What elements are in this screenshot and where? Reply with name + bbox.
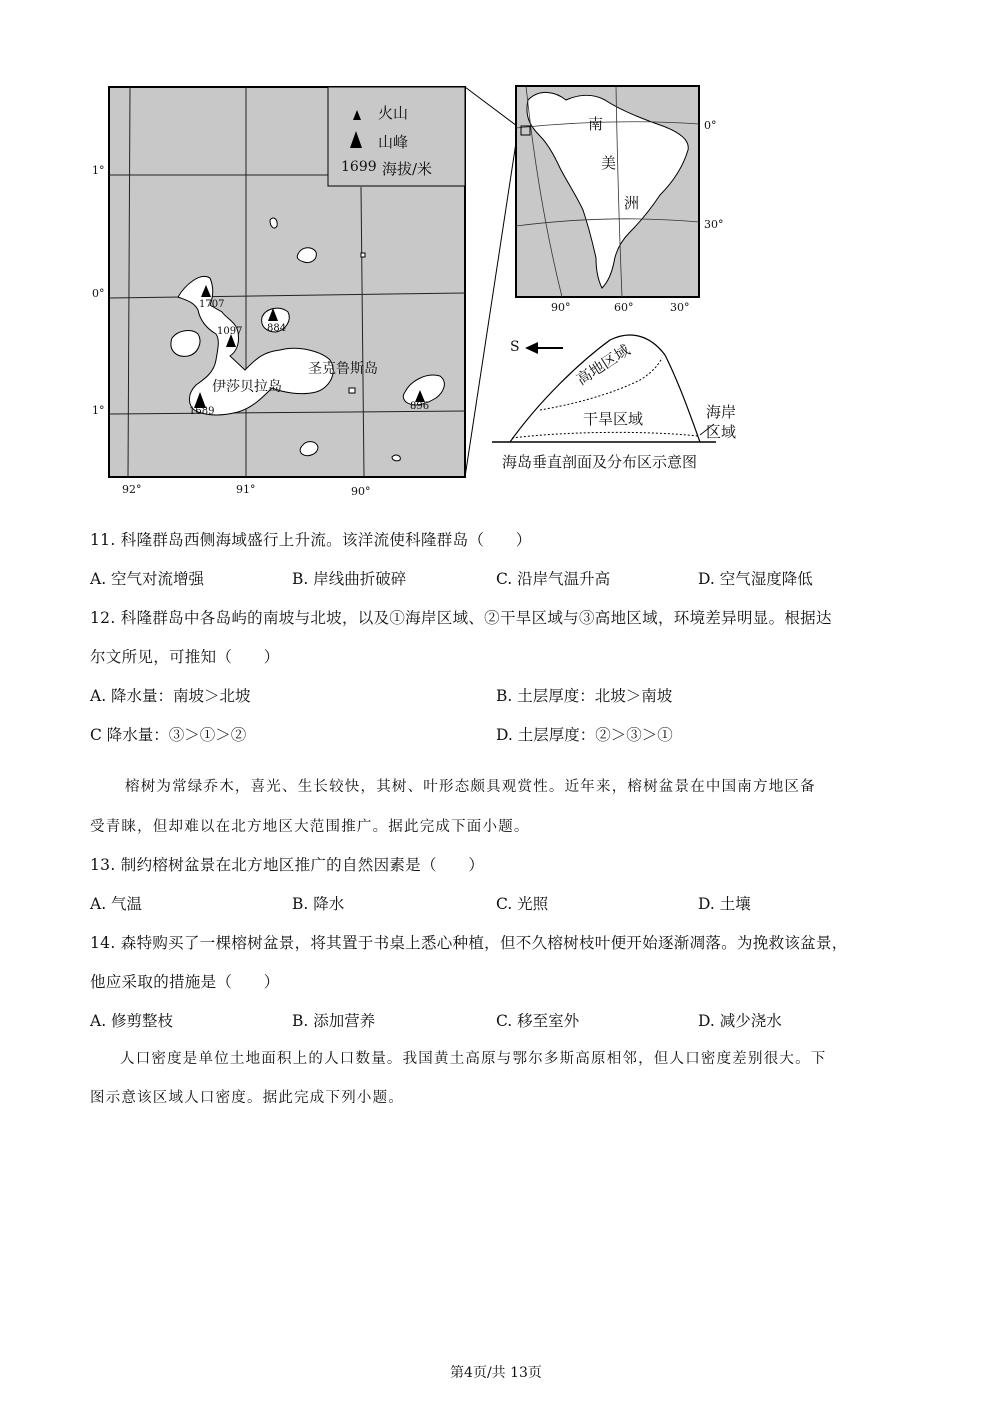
passage2-line1: 人口密度是单位土地面积上的人口数量。我国黄土高原与鄂尔多斯高原相邻，但人口密度差别很大。下 [120, 1051, 827, 1067]
lat-label-1n: 1° [92, 164, 105, 177]
q14-option-b: B. 添加营养 [292, 1012, 376, 1030]
inset-lat-30: 30° [704, 218, 724, 231]
q12-option-d: D. 土层厚度：②＞③＞① [496, 726, 673, 744]
q13-option-b: B. 降水 [292, 895, 345, 913]
continent-char-1: 南 [588, 115, 604, 133]
profile-caption: 海岛垂直剖面及分布区示意图 [502, 453, 698, 471]
legend-volcano-label: 火山 [378, 104, 409, 122]
elevation-1707: 1707 [199, 299, 225, 310]
q14-option-d: D. 减少浇水 [698, 1012, 782, 1030]
high-zone-label: 高地区域 [573, 340, 634, 389]
legend-elevation-label: 海拔/米 [382, 160, 433, 178]
coast-zone-label-1: 海岸 [706, 403, 737, 421]
q12-option-c: C 降水量：③＞①＞② [90, 726, 247, 744]
inset-lon-90: 90° [551, 301, 571, 314]
lon-label-91: 91° [236, 483, 256, 496]
q11-option-a: A. 空气对流增强 [90, 570, 205, 588]
q13-stem: 13. 制约榕树盆景在北方地区推广的自然因素是（ ） [90, 856, 485, 874]
q14-option-a: A. 修剪整枝 [90, 1012, 174, 1030]
q12-stem-line1: 12. 科隆群岛中各岛屿的南坡与北坡，以及①海岸区域、②干旱区域与③高地区域，环境差异明显。根据达 [90, 609, 832, 627]
inset-lat-0: 0° [704, 119, 717, 132]
inset-and-profile [0, 0, 992, 520]
q11-option-c: C. 沿岸气温升高 [496, 570, 611, 588]
q14-stem-line2: 他应采取的措施是（ ） [90, 973, 280, 991]
coast-zone-label-2: 区域 [706, 423, 737, 441]
dry-zone-label: 干旱区域 [583, 410, 644, 428]
santa-cruz-island-label: 圣克鲁斯岛 [308, 361, 378, 377]
continent-char-2: 美 [601, 154, 617, 172]
isabela-island-label: 伊莎贝拉岛 [212, 379, 282, 395]
q14-stem-line1: 14. 森特购买了一棵榕树盆景，将其置于书桌上悉心种植，但不久榕树枝叶便开始逐渐凋落。为挽救该盆景， [90, 934, 848, 952]
legend-peak-label: 山峰 [378, 133, 409, 151]
q14-option-c: C. 移至室外 [496, 1012, 580, 1030]
lat-label-0: 0° [92, 287, 105, 300]
q12-stem-line2: 尔文所见，可推知（ ） [90, 648, 280, 666]
lon-label-92: 92° [122, 483, 142, 496]
inset-lon-60: 60° [614, 301, 634, 314]
inset-lon-30: 30° [670, 301, 690, 314]
passage2-line2: 图示意该区域人口密度。据此完成下列小题。 [90, 1090, 404, 1106]
q12-option-a: A. 降水量：南坡＞北坡 [90, 687, 251, 705]
passage1-line1: 榕树为常绿乔木，喜光、生长较快，其树、叶形态颇具观赏性。近年来，榕树盆景在中国南方地区备 [125, 779, 816, 795]
elevation-896: 896 [410, 401, 430, 412]
lat-label-1s: 1° [92, 404, 105, 417]
passage1-line2: 受青睐，但却难以在北方地区大范围推广。据此完成下面小题。 [90, 819, 530, 835]
arrow-left-icon [525, 342, 538, 354]
q13-option-d: D. 土壤 [698, 895, 751, 913]
legend-elevation-sample: 1699 [341, 159, 377, 175]
elevation-884: 884 [267, 323, 287, 334]
q11-option-d: D. 空气湿度降低 [698, 570, 813, 588]
elevation-1097: 1097 [217, 326, 243, 337]
q13-option-c: C. 光照 [496, 895, 549, 913]
lon-label-90: 90° [351, 485, 371, 498]
continent-char-3: 洲 [624, 194, 640, 212]
direction-label: S [510, 339, 520, 355]
q11-stem: 11. 科隆群岛西侧海域盛行上升流。该洋流使科隆群岛（ ） [90, 531, 532, 549]
page-footer: 第4页/共 13页 [450, 1365, 542, 1381]
q12-option-b: B. 土层厚度：北坡＞南坡 [496, 687, 673, 705]
elevation-1689: 1689 [189, 406, 215, 417]
q13-option-a: A. 气温 [90, 895, 143, 913]
q11-option-b: B. 岸线曲折破碎 [292, 570, 407, 588]
